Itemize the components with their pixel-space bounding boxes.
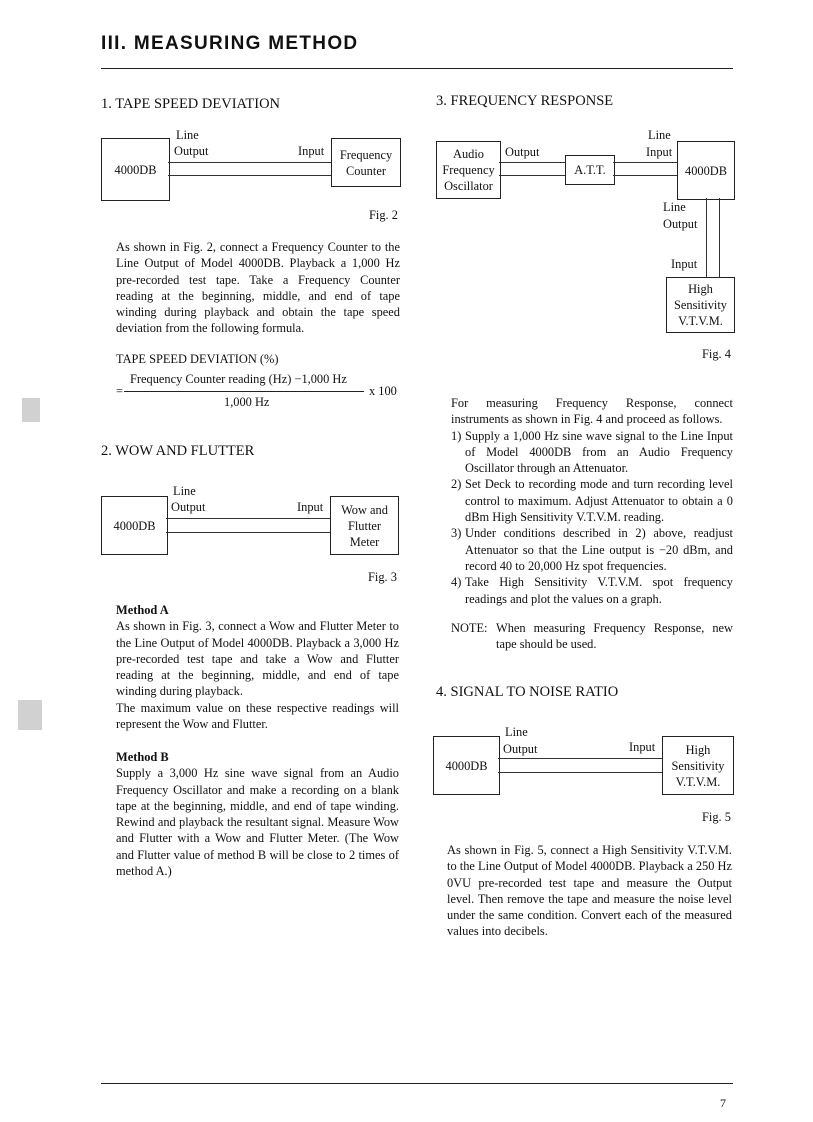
figure-caption: Fig. 4 — [702, 347, 731, 361]
method-b — [116, 749, 399, 879]
line-label: Line — [173, 484, 196, 498]
high-sensitivity-vtvm-box — [662, 736, 734, 795]
formula-equals: = — [116, 384, 123, 398]
signal-line — [706, 198, 707, 277]
line-label: Line — [648, 128, 671, 142]
line-label: Line — [505, 725, 528, 739]
meter-label-3: Meter — [349, 534, 380, 549]
wow-flutter-meter-box — [330, 496, 399, 555]
method-a-text-2: The maximum value on these respective readings will represent the Wow and Flutter. — [116, 700, 399, 732]
procedure-step — [451, 525, 733, 574]
figure-caption: Fig. 5 — [702, 810, 731, 824]
signal-line — [498, 758, 662, 759]
output-label: Output — [503, 742, 538, 756]
section-3-intro: For measuring Frequency Response, connect instruments as shown in Fig. 4 and proceed as follows. — [451, 396, 733, 427]
output-label: Output — [663, 217, 698, 231]
signal-line — [168, 175, 331, 176]
output-label: Output — [505, 145, 540, 159]
line-label: Line — [663, 200, 686, 214]
output-label: Output — [174, 144, 209, 158]
oscillator-label-3: Oscillator — [444, 179, 493, 193]
counter-label-2: Counter — [346, 163, 386, 178]
step-number: 3) — [451, 526, 462, 541]
high-sensitivity-vtvm-box — [666, 277, 735, 333]
vtvm-label-2: Sensitivity — [671, 758, 725, 773]
section-3-body — [451, 395, 733, 607]
formula-numerator: Frequency Counter reading (Hz) −1,000 Hz — [130, 372, 347, 386]
input-label: Input — [298, 144, 325, 158]
step-text: Supply a 1,000 Hz sine wave signal to the Line Input of Model 4000DB from an Audio Frequency Oscillator through an Attenuator. — [465, 428, 733, 476]
vtvm-label-1: High — [685, 742, 711, 757]
page-number: 7 — [720, 1096, 726, 1110]
meter-label-1: Wow and — [341, 502, 388, 517]
step-number: 2) — [451, 477, 462, 492]
formula-title: TAPE SPEED DEVIATION (%) — [116, 352, 279, 366]
method-b-title: Method B — [116, 750, 169, 764]
vtvm-label-1: High — [688, 282, 713, 296]
page-title: III. MEASURING METHOD — [101, 33, 359, 54]
procedure-steps — [451, 428, 733, 607]
input-label: Input — [646, 145, 673, 159]
oscillator-label-1: Audio — [453, 147, 484, 161]
vtvm-label-2: Sensitivity — [673, 298, 727, 312]
formula-multiplier: x 100 — [369, 384, 397, 398]
figure-caption: Fig. 3 — [368, 570, 397, 584]
attenuator-label: A.T.T. — [574, 163, 606, 177]
signal-line — [613, 175, 677, 176]
vtvm-label-3: V.T.V.M. — [678, 314, 723, 328]
output-label: Output — [171, 500, 206, 514]
step-text: Under conditions described in 2) above, readjust Attenuator so that the Line output is −20 dBm, and record 40 to 20,000 Hz spot frequencies. — [465, 526, 733, 573]
step-text: Set Deck to recording mode and turn recording level control to maximum. Adjust Attenuator to obtain a 0 dBm High Sensitivity V.T.V.M. reading. — [465, 477, 733, 525]
procedure-step — [451, 574, 733, 607]
fraction-bar — [124, 391, 364, 392]
input-label: Input — [671, 257, 698, 271]
section-4-heading: 4. SIGNAL TO NOISE RATIO — [436, 684, 619, 700]
step-number: 4) — [451, 575, 462, 590]
signal-line — [499, 162, 565, 163]
paragraph-text: As shown in Fig. 2, connect a Frequency Counter to the Line Output of Model 4000DB. Playback a 1,000 Hz pre-recorded test tape. Take a Frequency Counter reading at the beginning, middle, and end of tape winding during playback and obtain the tape speed deviation from the following formula. — [116, 240, 400, 336]
signal-line — [719, 198, 720, 277]
input-label: Input — [297, 500, 324, 514]
meter-label-2: Flutter — [347, 518, 382, 533]
device-label: 4000DB — [114, 162, 157, 177]
method-a-text: As shown in Fig. 3, connect a Wow and Flutter Meter to the Line Output of Model 4000DB. Playback a 3,000 Hz pre-recorded test tape and take a Wow and Flutter reading at the beginning, middle, and end of tape winding during playback. — [116, 619, 399, 699]
formula-denominator: 1,000 Hz — [224, 395, 270, 409]
device-4000db-box — [433, 736, 500, 795]
attenuator-box — [565, 155, 615, 185]
step-number: 1) — [451, 428, 462, 443]
section-1-heading: 1. TAPE SPEED DEVIATION — [101, 96, 281, 112]
frequency-counter-box — [331, 138, 401, 187]
line-label: Line — [176, 128, 199, 142]
device-label: 4000DB — [113, 518, 156, 533]
figure-caption: Fig. 2 — [369, 208, 398, 222]
note — [451, 620, 733, 653]
device-4000db-box — [101, 496, 168, 555]
note-text: When measuring Frequency Response, new tape should be used. — [496, 621, 733, 652]
section-2-heading: 2. WOW AND FLUTTER — [101, 443, 255, 459]
device-4000db-box — [677, 141, 735, 200]
signal-line — [498, 772, 662, 773]
method-a-title: Method A — [116, 603, 169, 617]
method-b-text: Supply a 3,000 Hz sine wave signal from an Audio Frequency Oscillator and make a recording on a blank tape at the beginning, middle, and end of tape winding. Rewind and playback the resultant signal. Measure Wow and Flutter with a Wow and Flutter Meter. (The Wow and Flutter value of method B will be close to 2 times of method A.) — [116, 766, 399, 879]
scan-noise — [18, 700, 42, 730]
section-1-paragraph — [116, 239, 400, 337]
note-label: NOTE: — [451, 621, 488, 635]
method-a — [116, 602, 399, 732]
signal-line — [499, 175, 565, 176]
device-label: 4000DB — [685, 163, 727, 178]
procedure-step — [451, 476, 733, 525]
top-rule — [101, 68, 733, 69]
step-text: Take High Sensitivity V.T.V.M. spot frequency readings and plot the values on a graph. — [465, 575, 733, 606]
audio-oscillator-box — [436, 141, 501, 199]
paragraph-text: As shown in Fig. 5, connect a High Sensitivity V.T.V.M. to the Line Output of Model 4000DB. Playback a 250 Hz 0VU pre-recorded test tape and measure the Output level. Then remove the tape and measure the noise level under the same condition. Convert each of the measured values into decibels. — [447, 843, 732, 939]
signal-line — [166, 532, 330, 533]
section-4-paragraph — [447, 842, 732, 940]
oscillator-label-2: Frequency — [442, 163, 495, 177]
section-3-heading: 3. FREQUENCY RESPONSE — [436, 93, 614, 109]
signal-line — [168, 162, 331, 163]
procedure-step — [451, 428, 733, 477]
input-label: Input — [629, 740, 656, 754]
scan-noise — [22, 398, 40, 422]
device-4000db-box — [101, 138, 170, 201]
signal-line — [613, 162, 677, 163]
vtvm-label-3: V.T.V.M. — [675, 774, 721, 789]
device-label: 4000DB — [445, 758, 488, 773]
signal-line — [166, 518, 330, 519]
counter-label-1: Frequency — [339, 147, 393, 162]
bottom-rule — [101, 1083, 733, 1084]
